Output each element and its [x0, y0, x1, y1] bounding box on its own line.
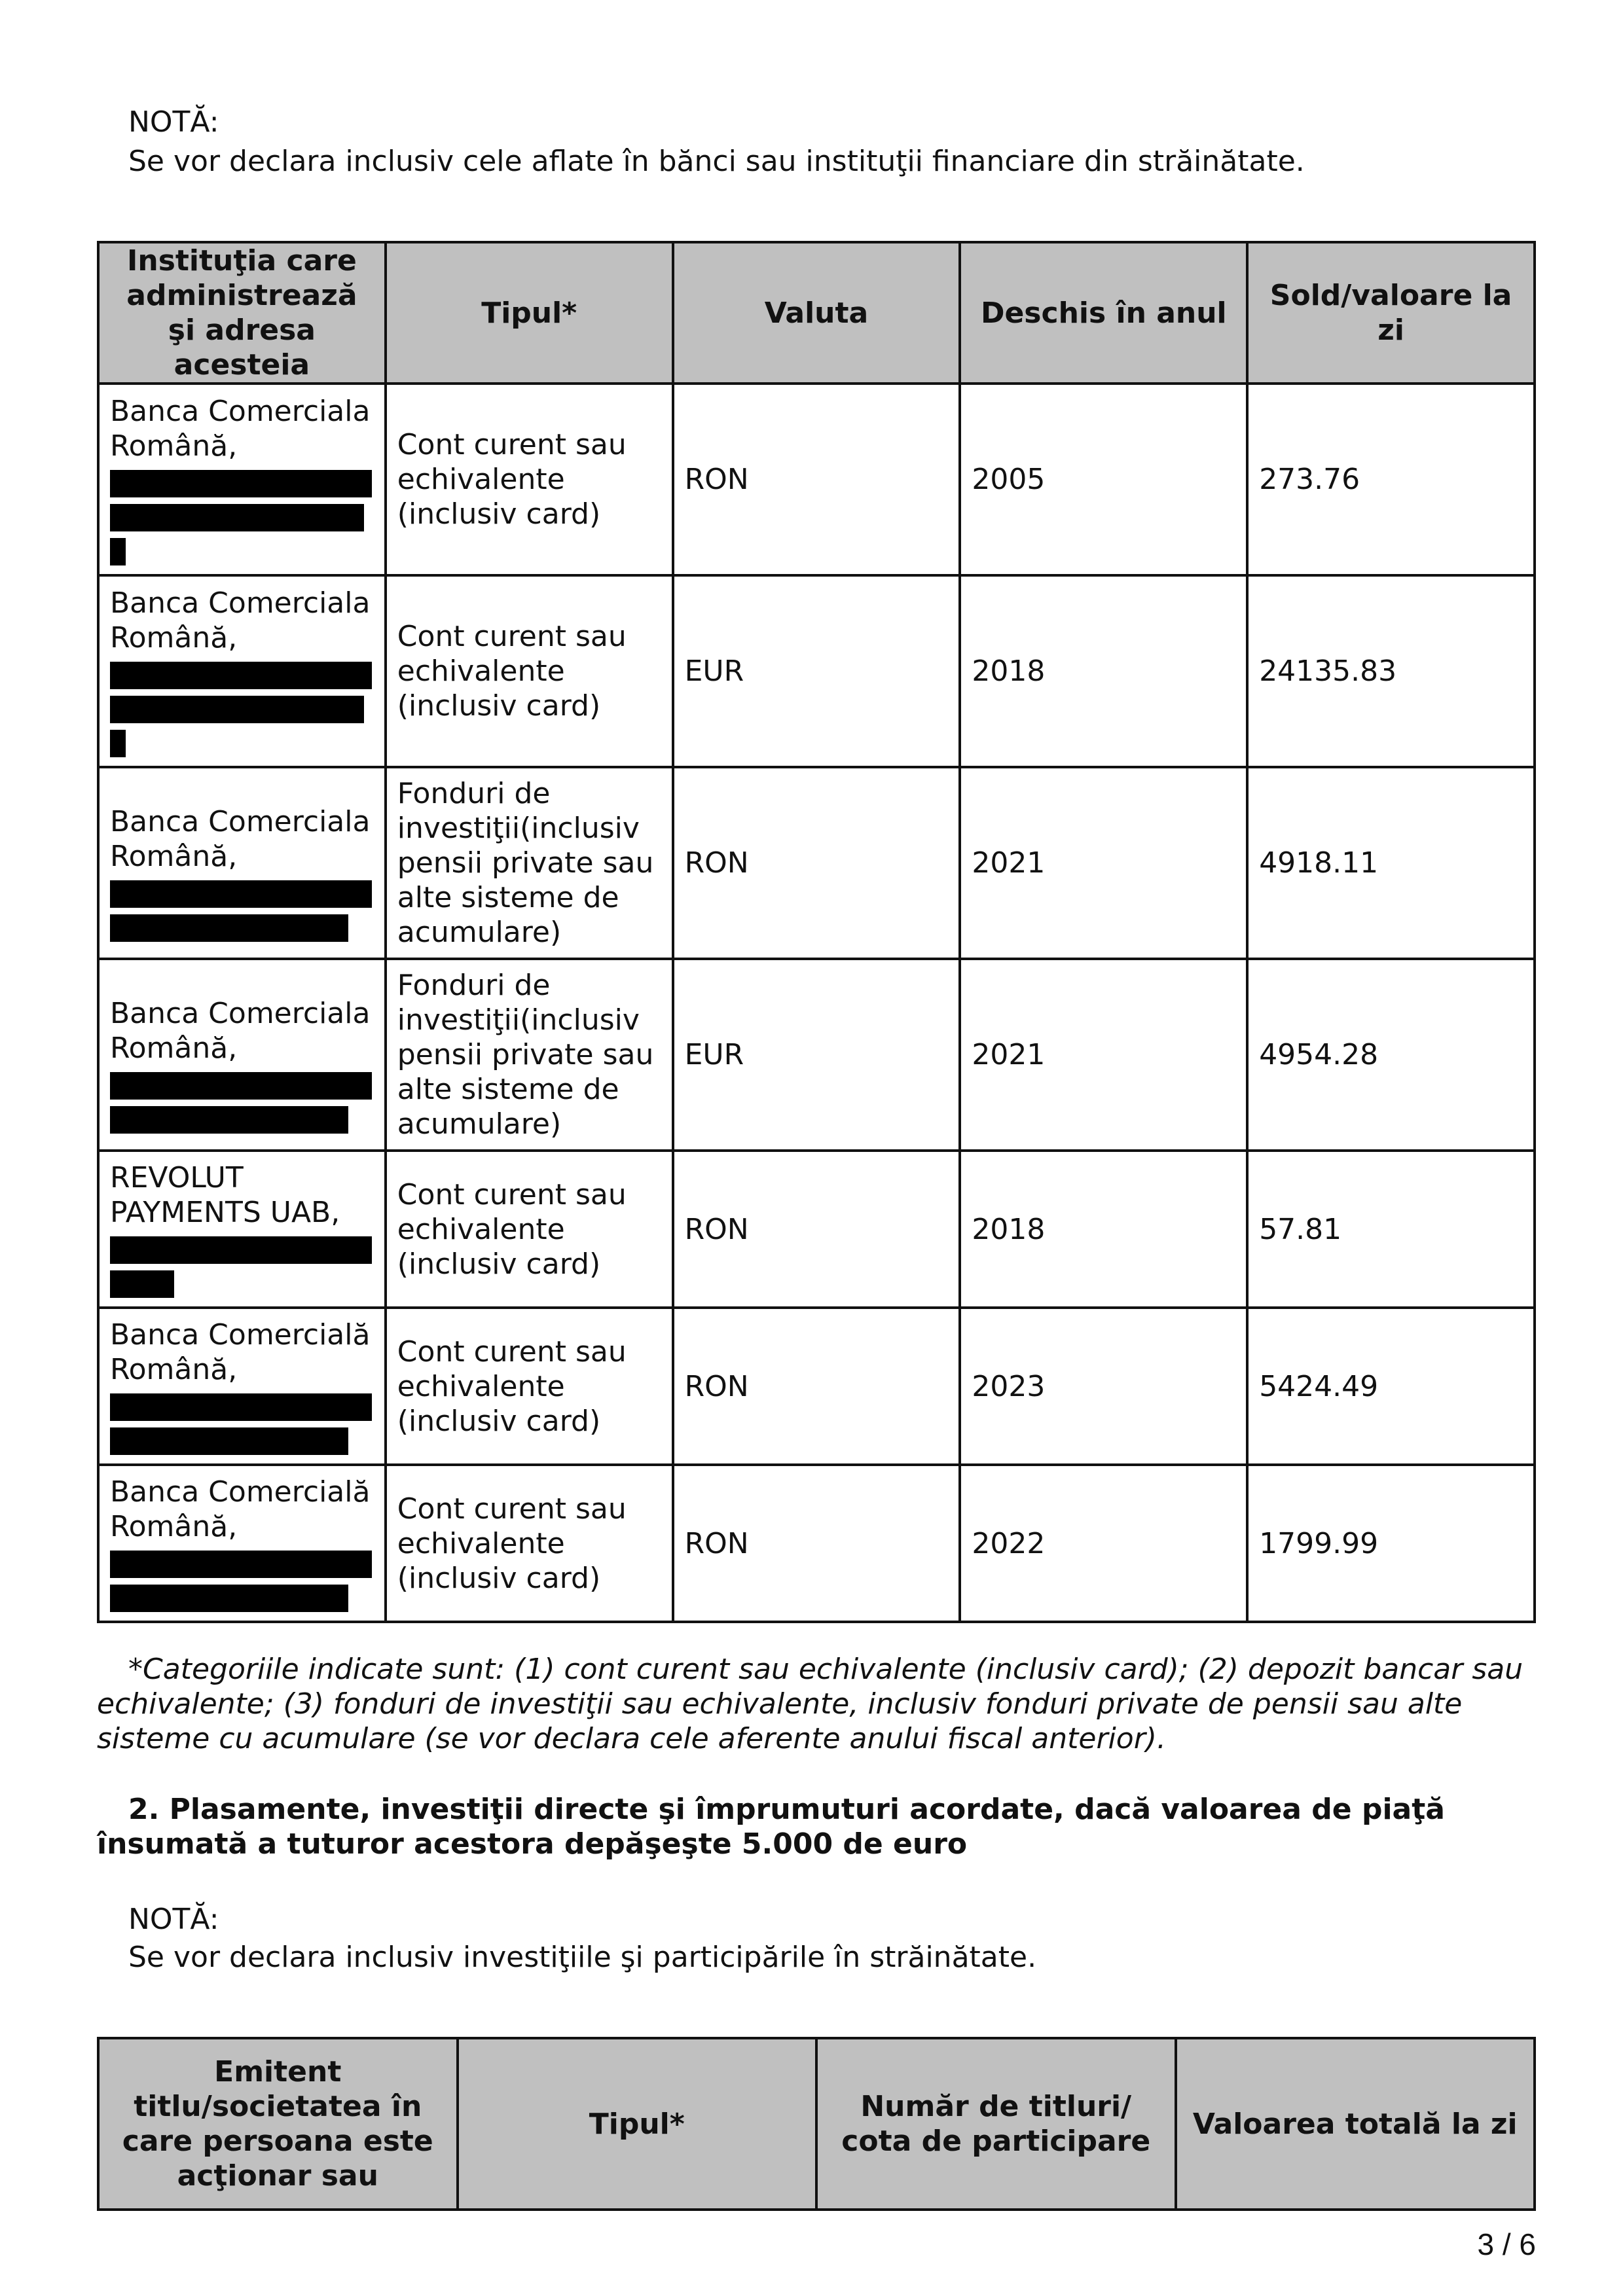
institution-name: Banca Comercială Română,	[110, 1475, 371, 1543]
currency-cell: RON	[673, 1308, 960, 1465]
investments-table	[97, 2037, 1536, 2211]
type-cell: Fonduri de investiţii(inclusiv pensii private sau alte sisteme de acumulare)	[386, 959, 673, 1151]
redacted-block	[110, 538, 126, 565]
institution-cell	[98, 767, 386, 959]
header-year: Deschis în anul	[960, 242, 1247, 384]
institution-cell	[98, 1465, 386, 1622]
header-institution: Instituţia care administrează şi adresa acesteia	[98, 242, 386, 384]
table-header-row	[98, 2038, 1535, 2210]
institution-cell	[98, 959, 386, 1151]
header-shares: Număr de titluri/ cota de participare	[816, 2038, 1176, 2210]
note-text: Se vor declara inclusiv investiţiile şi participările în străinătate.	[128, 1941, 1037, 1974]
redacted-block	[110, 504, 364, 531]
header-issuer: Emitent titlu/societatea în care persoana este acţionar sau	[98, 2038, 458, 2210]
redacted-block	[110, 1072, 372, 1100]
table-row	[98, 384, 1535, 575]
balance-cell: 273.76	[1247, 384, 1535, 575]
redacted-block	[110, 1236, 372, 1264]
balance-cell: 4918.11	[1247, 767, 1535, 959]
balance-cell: 57.81	[1247, 1151, 1535, 1308]
note-label: NOTĂ:	[128, 1903, 219, 1936]
institution-cell	[98, 1151, 386, 1308]
balance-cell: 1799.99	[1247, 1465, 1535, 1622]
balance-cell: 4954.28	[1247, 959, 1535, 1151]
table-row	[98, 1465, 1535, 1622]
header-balance: Sold/valoare la zi	[1247, 242, 1535, 384]
currency-cell: RON	[673, 1151, 960, 1308]
year-cell: 2018	[960, 575, 1247, 767]
accounts-table	[97, 241, 1536, 1623]
page-number: 3 / 6	[1477, 2227, 1536, 2261]
type-cell: Fonduri de investiţii(inclusiv pensii private sau alte sisteme de acumulare)	[386, 767, 673, 959]
redacted-block	[110, 662, 372, 689]
redacted-block	[110, 1585, 348, 1612]
redacted-block	[110, 1270, 174, 1298]
year-cell: 2021	[960, 767, 1247, 959]
table-row	[98, 1151, 1535, 1308]
institution-name: Banca Comercială Română,	[110, 1318, 371, 1386]
table-row	[98, 1308, 1535, 1465]
redacted-block	[110, 1551, 372, 1578]
balance-cell: 24135.83	[1247, 575, 1535, 767]
institution-name: Banca Comerciala Română,	[110, 804, 371, 873]
table-row	[98, 767, 1535, 959]
institution-cell	[98, 1308, 386, 1465]
currency-cell: RON	[673, 384, 960, 575]
currency-cell: EUR	[673, 575, 960, 767]
type-cell: Cont curent sau echivalente (inclusiv card)	[386, 1465, 673, 1622]
institution-cell	[98, 575, 386, 767]
redacted-block	[110, 914, 348, 942]
currency-cell: RON	[673, 1465, 960, 1622]
institution-name: Banca Comerciala Română,	[110, 996, 371, 1065]
balance-cell: 5424.49	[1247, 1308, 1535, 1465]
note-label: NOTĂ:	[128, 105, 219, 139]
type-cell: Cont curent sau echivalente (inclusiv card)	[386, 1308, 673, 1465]
type-cell: Cont curent sau echivalente (inclusiv card)	[386, 575, 673, 767]
note-text: Se vor declara inclusiv cele aflate în bănci sau instituţii financiare din străinătate.	[128, 145, 1305, 178]
type-cell: Cont curent sau echivalente (inclusiv card)	[386, 1151, 673, 1308]
redacted-block	[110, 730, 126, 757]
institution-cell	[98, 384, 386, 575]
table-row	[98, 575, 1535, 767]
institution-name: Banca Comerciala Română,	[110, 394, 371, 463]
institution-name: Banca Comerciala Română,	[110, 586, 371, 655]
header-currency: Valuta	[673, 242, 960, 384]
table-row	[98, 959, 1535, 1151]
redacted-block	[110, 470, 372, 497]
redacted-block	[110, 1393, 372, 1421]
year-cell: 2022	[960, 1465, 1247, 1622]
currency-cell: EUR	[673, 959, 960, 1151]
type-cell: Cont curent sau echivalente (inclusiv card)	[386, 384, 673, 575]
year-cell: 2005	[960, 384, 1247, 575]
institution-name: REVOLUT PAYMENTS UAB,	[110, 1161, 340, 1229]
year-cell: 2018	[960, 1151, 1247, 1308]
table-header-row	[98, 242, 1535, 384]
header-type: Tipul*	[386, 242, 673, 384]
header-total-value: Valoarea totală la zi	[1176, 2038, 1535, 2210]
redacted-block	[110, 1427, 348, 1455]
redacted-block	[110, 696, 364, 723]
year-cell: 2023	[960, 1308, 1247, 1465]
redacted-block	[110, 880, 372, 908]
header-type: Tipul*	[458, 2038, 817, 2210]
currency-cell: RON	[673, 767, 960, 959]
section-title: 2. Plasamente, investiţii directe şi împrumuturi acordate, dacă valoarea de piaţă însumată a tuturor acestora depăşeşte 5.000 de euro	[97, 1793, 1445, 1861]
footnote: *Categoriile indicate sunt: (1) cont curent sau echivalente (inclusiv card); (2) depozit bancar sau echivalente; (3) fonduri de investiţii sau echivalente, inclusiv fonduri private de pensii sau alte sisteme cu acumulare (se vor declara cele aferente anului fiscal anterior).	[97, 1653, 1523, 1755]
year-cell: 2021	[960, 959, 1247, 1151]
redacted-block	[110, 1106, 348, 1134]
